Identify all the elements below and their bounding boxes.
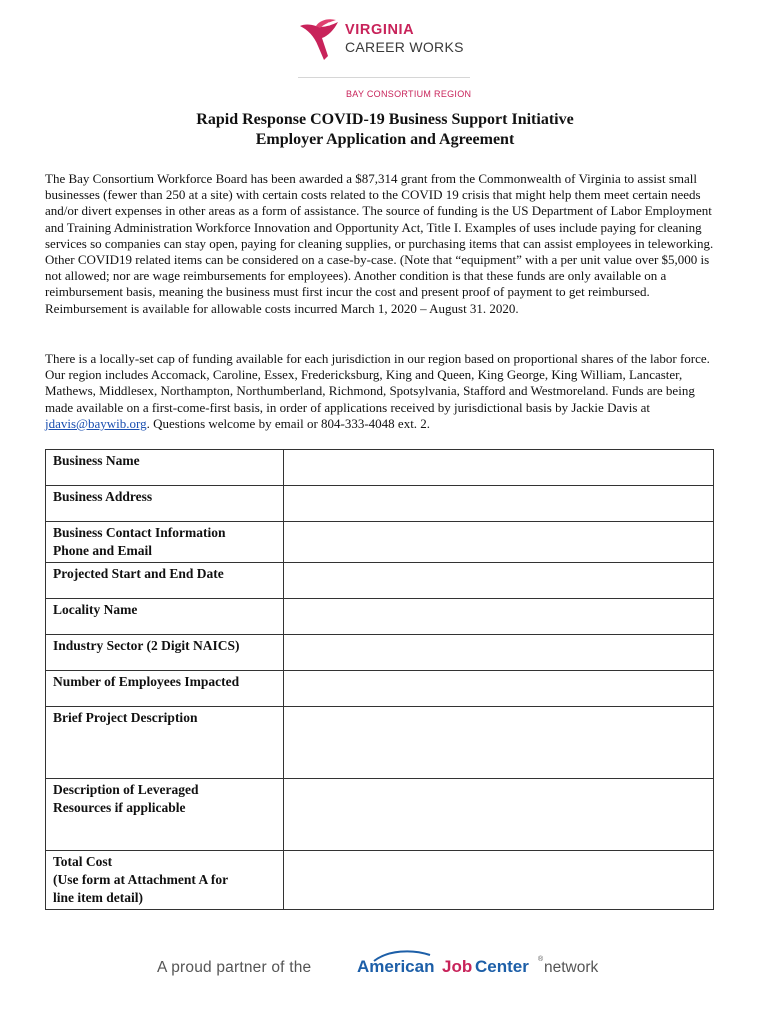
locality-name-field[interactable] — [283, 599, 713, 635]
virginia-career-works-logo — [298, 14, 478, 99]
business-name-field[interactable] — [283, 450, 713, 486]
footer-lead-text: A proud partner of the — [157, 959, 312, 976]
row-label: Industry Sector (2 Digit NAICS) — [46, 635, 284, 671]
table-row — [46, 707, 714, 779]
table-row — [46, 522, 714, 563]
cardinal-logo-icon — [298, 16, 342, 64]
registered-mark: ® — [538, 956, 544, 963]
funding-paragraph — [45, 351, 726, 432]
table-row — [46, 635, 714, 671]
row-label: Business Address — [46, 486, 284, 522]
footer-center: Center — [475, 957, 529, 976]
footer-job: Job — [442, 957, 473, 976]
table-row — [46, 851, 714, 910]
footer-american: American — [357, 957, 435, 976]
table-row — [46, 599, 714, 635]
brand-name-line1: VIRGINIA — [345, 22, 415, 38]
american-job-center-footer — [157, 950, 617, 984]
row-label: Description of Leveraged Resources if applicable — [46, 779, 284, 851]
table-row — [46, 563, 714, 599]
row-label: Business Contact Information Phone and Email — [46, 522, 284, 563]
table-row — [46, 450, 714, 486]
contact-information-field[interactable] — [283, 522, 713, 563]
start-end-date-field[interactable] — [283, 563, 713, 599]
funding-paragraph-tail: . Questions welcome by email or 804-333-4048 ext. 2. — [146, 415, 431, 431]
contact-email-link[interactable]: jdavis@baywib.org — [45, 415, 147, 431]
table-row — [46, 486, 714, 522]
row-label: Total Cost (Use form at Attachment A for line item detail) — [46, 851, 284, 910]
footer-network: network — [544, 959, 599, 976]
project-description-field[interactable] — [283, 707, 713, 779]
total-cost-field[interactable] — [283, 851, 713, 910]
row-label: Business Name — [46, 450, 284, 486]
table-row — [46, 779, 714, 851]
brand-name-line2: CAREER WORKS — [345, 39, 464, 55]
funding-paragraph-text: There is a locally-set cap of funding available for each jurisdiction in our region based on proportional shares of the labor force. Our region includes Accomack, Caroline, Essex, Fredericksburg, King and Queen, King George, King William, Lancaster, Mathews, Middlesex, Northampton, Northumberland, Richmond, Spotsylvania, Stafford and Westmoreland. Funds are being made available on a first-come-first basis, in order of applications received by jurisdictional basis by Jackie Davis at — [45, 351, 710, 415]
employees-impacted-field[interactable] — [283, 671, 713, 707]
row-label: Brief Project Description — [46, 707, 284, 779]
header-divider — [298, 77, 470, 78]
industry-sector-field[interactable] — [283, 635, 713, 671]
document-title: Rapid Response COVID-19 Business Support Initiative — [196, 111, 574, 128]
document-subtitle: Employer Application and Agreement — [255, 131, 515, 148]
business-address-field[interactable] — [283, 486, 713, 522]
row-label: Locality Name — [46, 599, 284, 635]
intro-paragraph: The Bay Consortium Workforce Board has been awarded a $87,314 grant from the Commonwealth of Virginia to assist small businesses (fewer than 250 at a site) with certain costs related to the COVID 19 crisis that might help them meet certain needs and/or divert expenses in other areas as a form of assistance. The source of funding is the US Department of Labor Employment and Training Administration Workforce Innovation and Opportunity Act, Title I. Examples of uses include paying for cleaning services so companies can stay open, paying for cleaning supplies, or purchasing items that can assist employees in teleworking. Other COVID19 related items can be considered on a case-by-case. (Note that “equipment” with a per unit value over $5,000 is not allowed; nor are wage reimbursements for employees). Another condition is that these funds are only available on a reimbursement basis, meaning the business must first incur the cost and present proof of payment to get reimbursed. Reimbursement is available for allowable costs incurred March 1, 2020 – August 31. 2020. — [45, 171, 714, 316]
region-name: BAY CONSORTIUM REGION — [346, 89, 472, 99]
row-label: Projected Start and End Date — [46, 563, 284, 599]
row-label: Number of Employees Impacted — [46, 671, 284, 707]
table-row — [46, 671, 714, 707]
leveraged-resources-field[interactable] — [283, 779, 713, 851]
application-form-table — [45, 449, 714, 910]
